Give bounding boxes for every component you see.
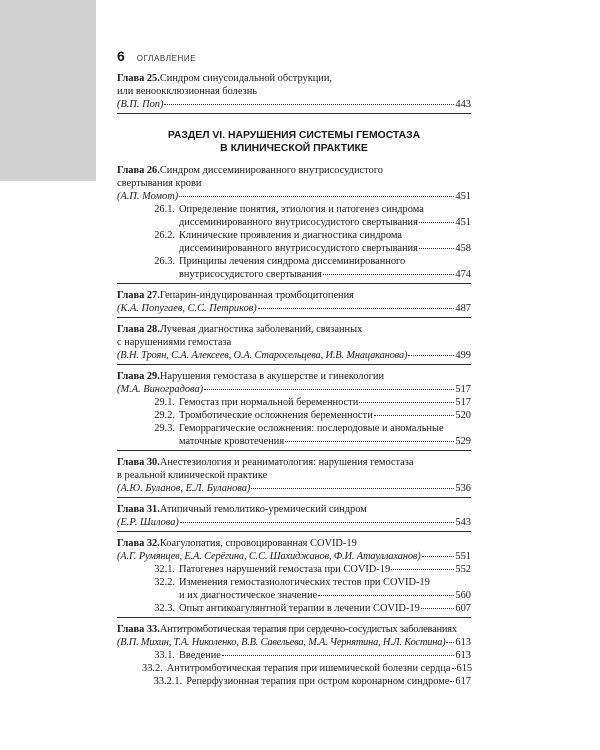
dot-leader (450, 681, 454, 682)
chapter-author: (А.Г. Румянцев, Е.А. Серёгина, С.С. Шахиджанов, Ф.И. Атауллаханов) (117, 551, 421, 562)
subsection-title: Принципы лечения синдрома диссеминированного (179, 256, 406, 267)
toc-subsection (117, 255, 471, 268)
subsection-number: 33.2. (142, 663, 163, 674)
chapter-label: Глава 29. (117, 371, 160, 382)
page-ref: 607 (455, 603, 471, 614)
dot-leader (164, 104, 454, 105)
chapter-title-cont: в реальной клинической практике (117, 470, 268, 481)
dot-leader (323, 274, 454, 275)
toc-subsection (117, 649, 471, 662)
chapter-author: (К.А. Попугаев, С.С. Петриков) (117, 303, 257, 314)
toc-chapter-33 (117, 623, 471, 690)
subsection-title-cont: маточные кровотечения (179, 436, 285, 447)
section-heading (117, 129, 471, 155)
subsection-title-cont: диссеминированного внутрисосудистого свертывания (179, 243, 418, 254)
chapter-label: Глава 33. (117, 624, 160, 635)
page-ref: 474 (455, 269, 471, 280)
toc-chapter-25 (117, 72, 471, 114)
toc-chapter-31 (117, 503, 471, 532)
dot-leader (374, 415, 455, 416)
page-number: 6 (117, 48, 125, 64)
subsection-title: Изменения гемостазиологических тестов при COVID-19 (179, 577, 430, 588)
subsection-number: 33.1. (154, 650, 175, 661)
page-ref: 451 (455, 191, 471, 202)
toc-chapter-30 (117, 456, 471, 498)
subsection-title: Введение (179, 650, 221, 661)
page-ref: 499 (455, 350, 471, 361)
chapter-title: Синдром диссеминированного внутрисосудистого (159, 165, 383, 176)
toc-chapter-27 (117, 289, 471, 318)
chapter-author: (М.А. Виноградова) (117, 384, 204, 395)
subsection-title: Определение понятия, этиология и патогенез синдрома (179, 204, 424, 215)
subsection-title-cont: и их диагностическое значение (179, 590, 318, 601)
chapter-author-line (117, 98, 471, 111)
subsection-number: 26.3. (154, 256, 175, 267)
toc-chapter-29 (117, 370, 471, 451)
page-ref: 615 (456, 663, 473, 674)
dot-leader (359, 402, 454, 403)
chapter-label: Глава 31. (117, 504, 160, 515)
subsection-number: 32.1. (154, 564, 175, 575)
dot-leader (391, 569, 454, 570)
toc-chapter-28 (117, 323, 471, 365)
page-ref: 613 (455, 637, 471, 648)
dot-leader (446, 642, 454, 643)
subsection-title-cont: внутрисосудистого свертывания (179, 269, 322, 280)
subsection-title: Антитромботическая терапия при ишемической болезни сердца (166, 663, 451, 674)
subsection-title: Гемостаз при нормальной беременности (179, 397, 359, 408)
chapter-title: Антитромботическая терапия при сердечно-сосудистых заболеваниях (159, 624, 457, 635)
chapter-label: Глава 32. (117, 538, 160, 549)
toc-chapter-32 (117, 537, 471, 618)
page-ref: 529 (455, 436, 471, 447)
page-ref: 487 (455, 303, 471, 314)
chapter-title-cont: свертывания крови (117, 178, 202, 189)
dot-leader (285, 441, 454, 442)
toc-subsection (117, 662, 471, 675)
chapter-author: (А.П. Момот) (117, 191, 179, 202)
chapter-title: Лучевая диагностика заболеваний, связанных (159, 324, 363, 335)
toc-subsection (117, 563, 471, 576)
chapter-title: Коагулопатия, спровоцированная COVID-19 (159, 538, 357, 549)
dot-leader (251, 488, 454, 489)
toc-subsection (117, 422, 471, 435)
page-ref: 443 (455, 99, 471, 110)
subsection-title: Геморрагические осложнения: послеродовые и аномальные (179, 423, 444, 434)
chapter-author: (В.П. Поп) (117, 99, 164, 110)
chapter-label: Глава 26. (117, 165, 160, 176)
toc-subsection (117, 229, 471, 242)
dot-leader (419, 248, 455, 249)
dot-leader (452, 668, 456, 669)
toc-subsection (117, 602, 471, 615)
chapter-title: Гепарин-индуцированная тромбоцитопения (159, 290, 354, 301)
dot-leader (222, 655, 455, 656)
chapter-title-line (117, 72, 471, 85)
toc-content (117, 72, 471, 695)
subsection-number: 33.2.1. (153, 676, 183, 687)
subsection-title-cont: диссеминированного внутрисосудистого свертывания (179, 217, 418, 228)
page-ref: 617 (455, 676, 471, 687)
chapter-label: Глава 27. (117, 290, 160, 301)
page-ref: 517 (455, 397, 471, 408)
chapter-author: (Е.Р. Шилова) (117, 517, 179, 528)
toc-subsection (117, 409, 471, 422)
chapter-title: Анестезиология и реаниматология: нарушения гемостаза (159, 457, 414, 468)
gray-margin-tab (0, 0, 96, 181)
page-ref: 543 (455, 517, 471, 528)
subsection-title: Патогенез нарушений гемостаза при COVID-19 (179, 564, 391, 575)
dot-leader (419, 222, 455, 223)
page-ref: 451 (455, 217, 471, 228)
dot-leader (258, 308, 455, 309)
toc-subsection (117, 576, 471, 589)
dot-leader (179, 196, 454, 197)
chapter-author: (В.П. Михин, Т.А. Николенко, В.В. Савельева, М.А. Чернятина, Н.Л. Костина) (117, 637, 446, 648)
chapter-title: Нарушения гемостаза в акушерстве и гинекологии (159, 371, 385, 382)
chapter-author: (В.Н. Троян, С.А. Алексеев, О.А. Старосельцева, И.В. Мнацаканова) (117, 350, 408, 361)
subsection-number: 26.1. (154, 204, 175, 215)
page-ref: 536 (455, 483, 471, 494)
chapter-label: Глава 28. (117, 324, 160, 335)
subsection-number: 32.3. (154, 603, 175, 614)
section-heading-line1: РАЗДЕЛ VI. НАРУШЕНИЯ СИСТЕМЫ ГЕМОСТАЗА (167, 130, 421, 141)
subsection-title: Тромботические осложнения беременности (179, 410, 373, 421)
page-ref: 517 (455, 384, 471, 395)
chapter-label: Глава 25. (117, 73, 160, 84)
page-ref: 551 (455, 551, 471, 562)
dot-leader (180, 522, 455, 523)
running-title: ОГЛАВЛЕНИЕ (136, 54, 197, 63)
page-ref: 520 (455, 410, 471, 421)
subsection-number: 29.2. (154, 410, 175, 421)
chapter-title-cont: или веноокклюзионная болезнь (117, 86, 257, 97)
subsection-number: 32.2. (154, 577, 175, 588)
page-ref: 560 (455, 590, 471, 601)
dot-leader (422, 556, 455, 557)
toc-subsection (117, 396, 471, 409)
subsection-number: 29.3. (154, 423, 175, 434)
dot-leader (318, 595, 454, 596)
page-ref: 458 (455, 243, 471, 254)
dot-leader (408, 355, 454, 356)
subsection-title: Опыт антикоагулянтной терапии в лечении COVID-19 (179, 603, 420, 614)
subsection-number: 26.2. (154, 230, 175, 241)
page-ref: 613 (455, 650, 471, 661)
toc-subsection (117, 203, 471, 216)
dot-leader (204, 389, 454, 390)
section-heading-line2: В КЛИНИЧЕСКОЙ ПРАКТИКЕ (220, 143, 368, 154)
subsection-title: Реперфузионная терапия при остром коронарном синдроме (186, 676, 450, 687)
chapter-author: (А.Ю. Буланов, Е.Л. Буланова) (117, 483, 251, 494)
chapter-title-cont: с нарушениями гемостаза (117, 337, 232, 348)
page-header (117, 48, 196, 64)
chapter-title: Синдром синусоидальной обструкции, (159, 73, 333, 84)
chapter-title: Атипичный гемолитико-уремический синдром (159, 504, 367, 515)
chapter-label: Глава 30. (117, 457, 160, 468)
dot-leader (421, 608, 455, 609)
subsection-title: Клинические проявления и диагностика синдрома (179, 230, 402, 241)
subsection-number: 29.1. (154, 397, 175, 408)
page-ref: 552 (455, 564, 471, 575)
toc-subsubsection (117, 675, 471, 688)
toc-chapter-26 (117, 164, 471, 284)
